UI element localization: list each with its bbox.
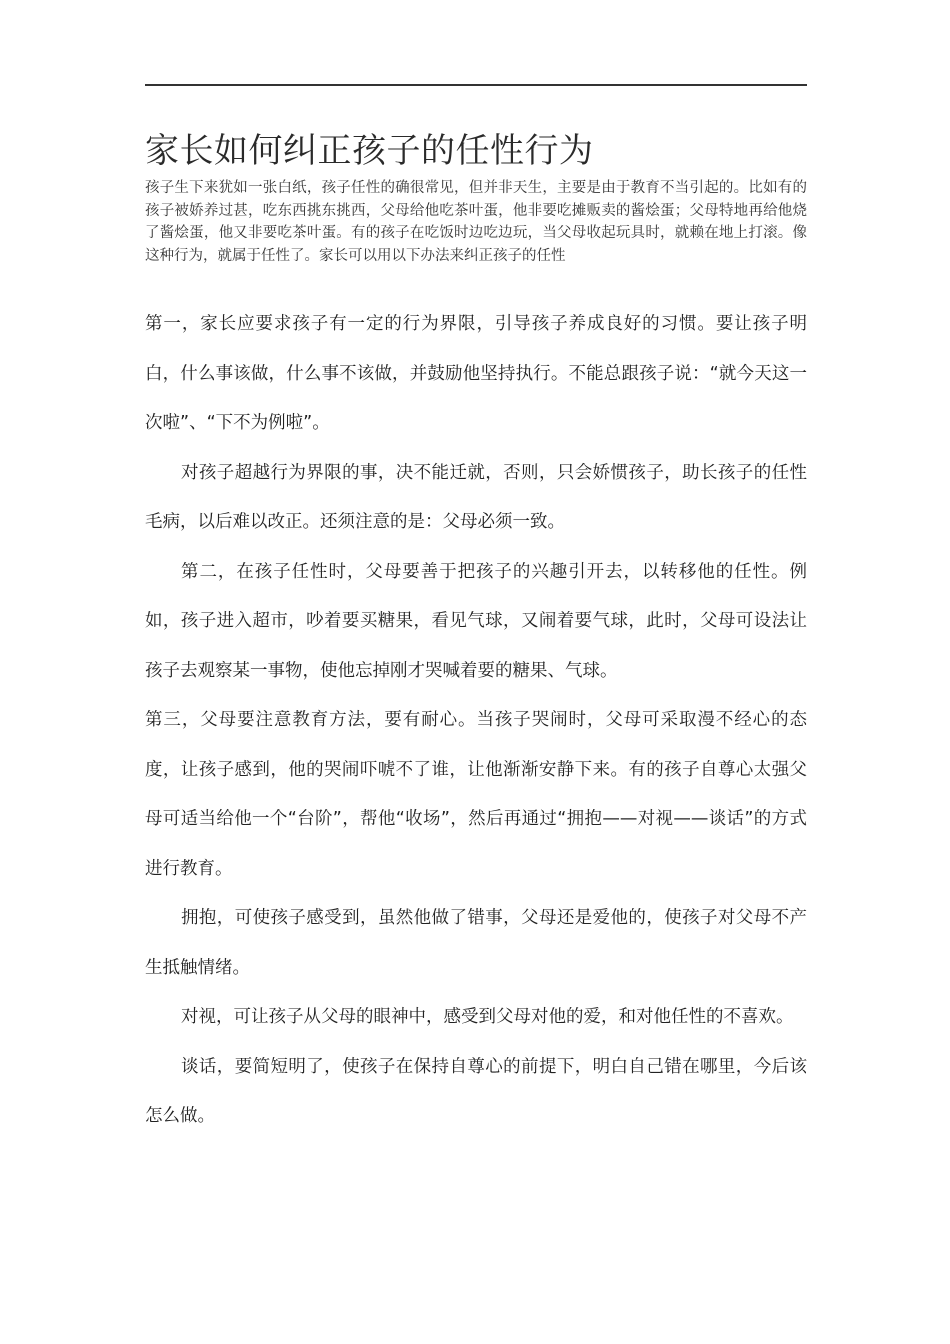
document-body — [145, 300, 807, 1142]
paragraph-3: 第二，在孩子任性时，父母要善于把孩子的兴趣引开去，以转移他的任性。例如，孩子进入超市，吵着要买糖果，看见气球，又闹着要气球，此时，父母可设法让孩子去观察某一事物，使他忘掉刚才哭喊着要的糖果、气球。 — [145, 561, 807, 681]
paragraph-1: 第一，家长应要求孩子有一定的行为界限，引导孩子养成良好的习惯。要让孩子明白，什么事该做，什么事不该做，并鼓励他坚持执行。不能总跟孩子说：“就今天这一次啦”、“下不为例啦”。 — [145, 314, 807, 433]
intro-paragraph: 孩子生下来犹如一张白纸，孩子任性的确很常见，但并非天生，主要是由于教育不当引起的。比如有的孩子被娇养过甚，吃东西挑东挑西，父母给他吃茶叶蛋，他非要吃摊贩卖的酱烩蛋；父母特地再给他烧了酱烩蛋，他又非要吃茶叶蛋。有的孩子在吃饭时边吃边玩，当父母收起玩具时，就赖在地上打滚。像这种行为，就属于任性了。家长可以用以下办法来纠正孩子的任性 — [145, 180, 807, 264]
paragraph-5: 拥抱，可使孩子感受到，虽然他做了错事，父母还是爱他的，使孩子对父母不产生抵触情绪。 — [145, 908, 807, 978]
document-title: 家长如何纠正孩子的任性行为 — [145, 131, 594, 171]
paragraph-6: 对视，可让孩子从父母的眼神中，感受到父母对他的爱，和对他任性的不喜欢。 — [181, 1007, 794, 1027]
header-rule — [145, 84, 807, 86]
paragraph-2: 对孩子超越行为界限的事，决不能迁就，否则，只会娇惯孩子，助长孩子的任性毛病，以后难以改正。还须注意的是：父母必须一致。 — [145, 462, 807, 532]
paragraph-7: 谈话，要简短明了，使孩子在保持自尊心的前提下，明白自己错在哪里，今后该怎么做。 — [145, 1056, 807, 1126]
paragraph-4: 第三，父母要注意教育方法，要有耐心。当孩子哭闹时，父母可采取漫不经心的态度，让孩子感到，他的哭闹吓唬不了谁，让他渐渐安静下来。有的孩子自尊心太强父母可适当给他一个“台阶”，帮他“收场”，然后再通过“拥抱——对视——谈话”的方式进行教育。 — [145, 710, 807, 879]
